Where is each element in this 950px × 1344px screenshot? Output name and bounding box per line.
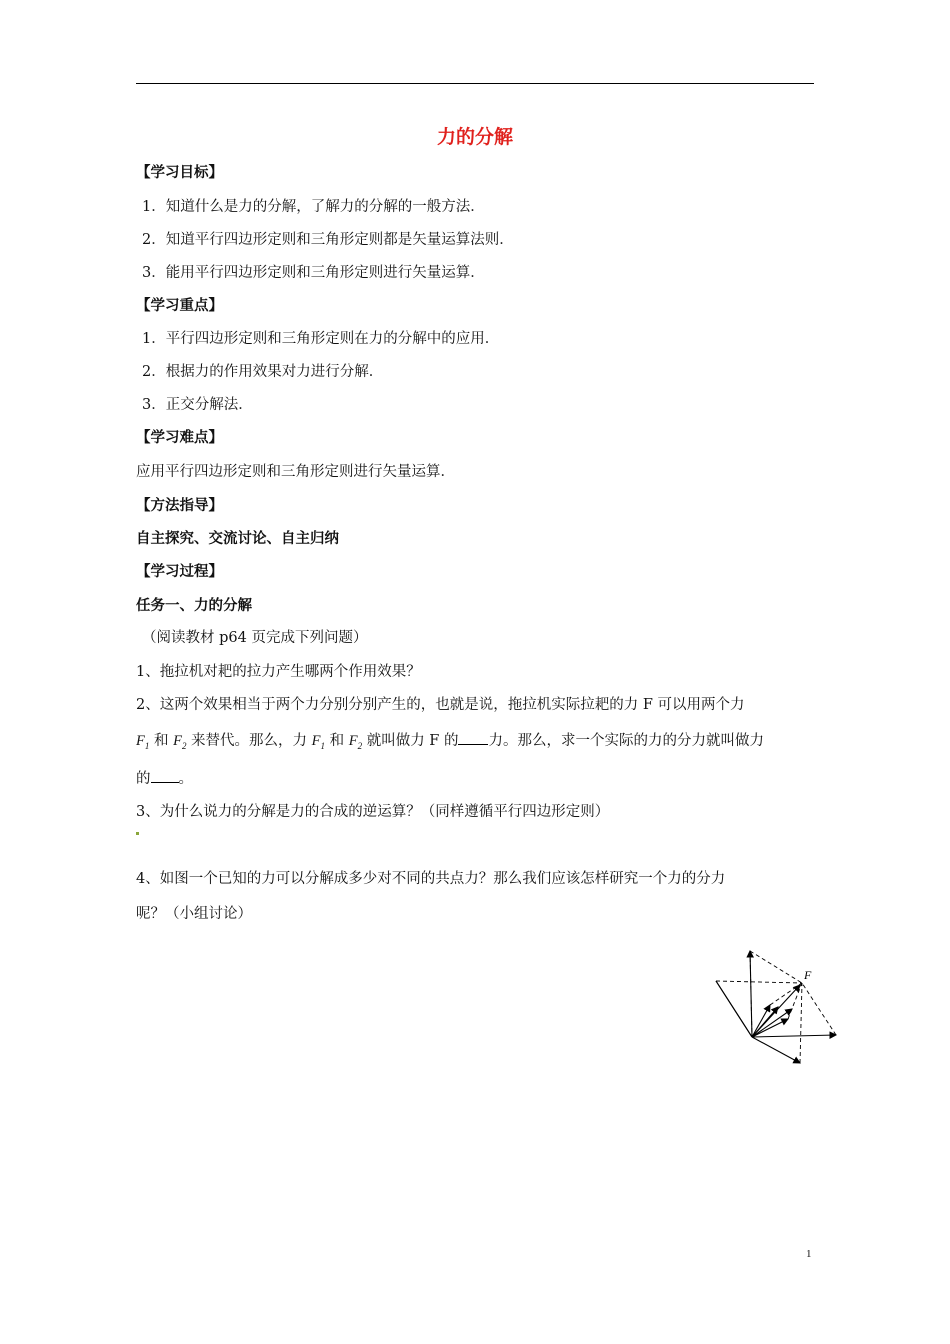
var-f1: $F_1$: [311, 733, 326, 751]
goals-heading: 【学习目标】: [136, 165, 223, 181]
method-heading: 【方法指导】: [136, 498, 223, 514]
var-f2: $F_2$: [173, 733, 187, 751]
method-text: 自主探究、交流讨论、自主归纳: [136, 531, 339, 547]
goal-item: 2．知道平行四边形定则和三角形定则都是矢量运算法则．: [142, 232, 514, 248]
question-2-line-3: 的 。: [136, 768, 193, 789]
goal-item: 1．知道什么是力的分解，了解力的分解的一般方法．: [142, 199, 485, 215]
page-title: 力的分解: [436, 126, 513, 148]
focus-item: 2．根据力的作用效果对力进行分解．: [142, 364, 384, 380]
fill-blank[interactable]: [458, 730, 488, 745]
fill-blank[interactable]: [151, 768, 179, 783]
question-4-line-2: 呢？（小组讨论）: [136, 906, 252, 922]
focus-heading: 【学习重点】: [136, 298, 223, 314]
question-4-line-1: 4、如图一个已知的力可以分解成多少对不同的共点力？那么我们应该怎样研究一个力的分力: [136, 871, 726, 887]
force-label: F: [804, 968, 812, 982]
var-f2: $F_2$: [348, 733, 363, 751]
reading-note: （阅读教材 p64 页完成下列问题）: [142, 630, 368, 646]
question-2-line-2: $F_1$ 和 $F_2$ 来替代。那么，力 $F_1$ 和 $F_2$ 就叫做力 F 的 力。那么，求一个实际的力的分力就叫做力: [136, 730, 764, 756]
difficulty-text: 应用平行四边形定则和三角形定则进行矢量运算．: [136, 464, 455, 480]
stray-mark: [136, 832, 139, 835]
question-2-line-1: 2、这两个效果相当于两个力分别分别产生的，也就是说，拖拉机实际拉耙的力 F 可以用两个力: [136, 697, 745, 713]
task-heading: 任务一、力的分解: [136, 598, 252, 614]
question-3: 3、为什么说力的分解是力的合成的逆运算？（同样遵循平行四边形定则）: [136, 804, 610, 820]
process-heading: 【学习过程】: [136, 564, 223, 580]
question-1: 1、拖拉机对耙的拉力产生哪两个作用效果？: [136, 664, 421, 680]
focus-item: 1．平行四边形定则和三角形定则在力的分解中的应用．: [142, 331, 500, 347]
goal-item: 3．能用平行四边形定则和三角形定则进行矢量运算．: [142, 265, 485, 281]
force-decomposition-figure: [712, 945, 842, 1067]
header-rule: [136, 83, 814, 84]
var-f1: $F_1$: [136, 733, 150, 751]
focus-item: 3．正交分解法．: [142, 397, 253, 413]
difficulty-heading: 【学习难点】: [136, 430, 223, 446]
page-number: 1: [806, 1248, 812, 1260]
